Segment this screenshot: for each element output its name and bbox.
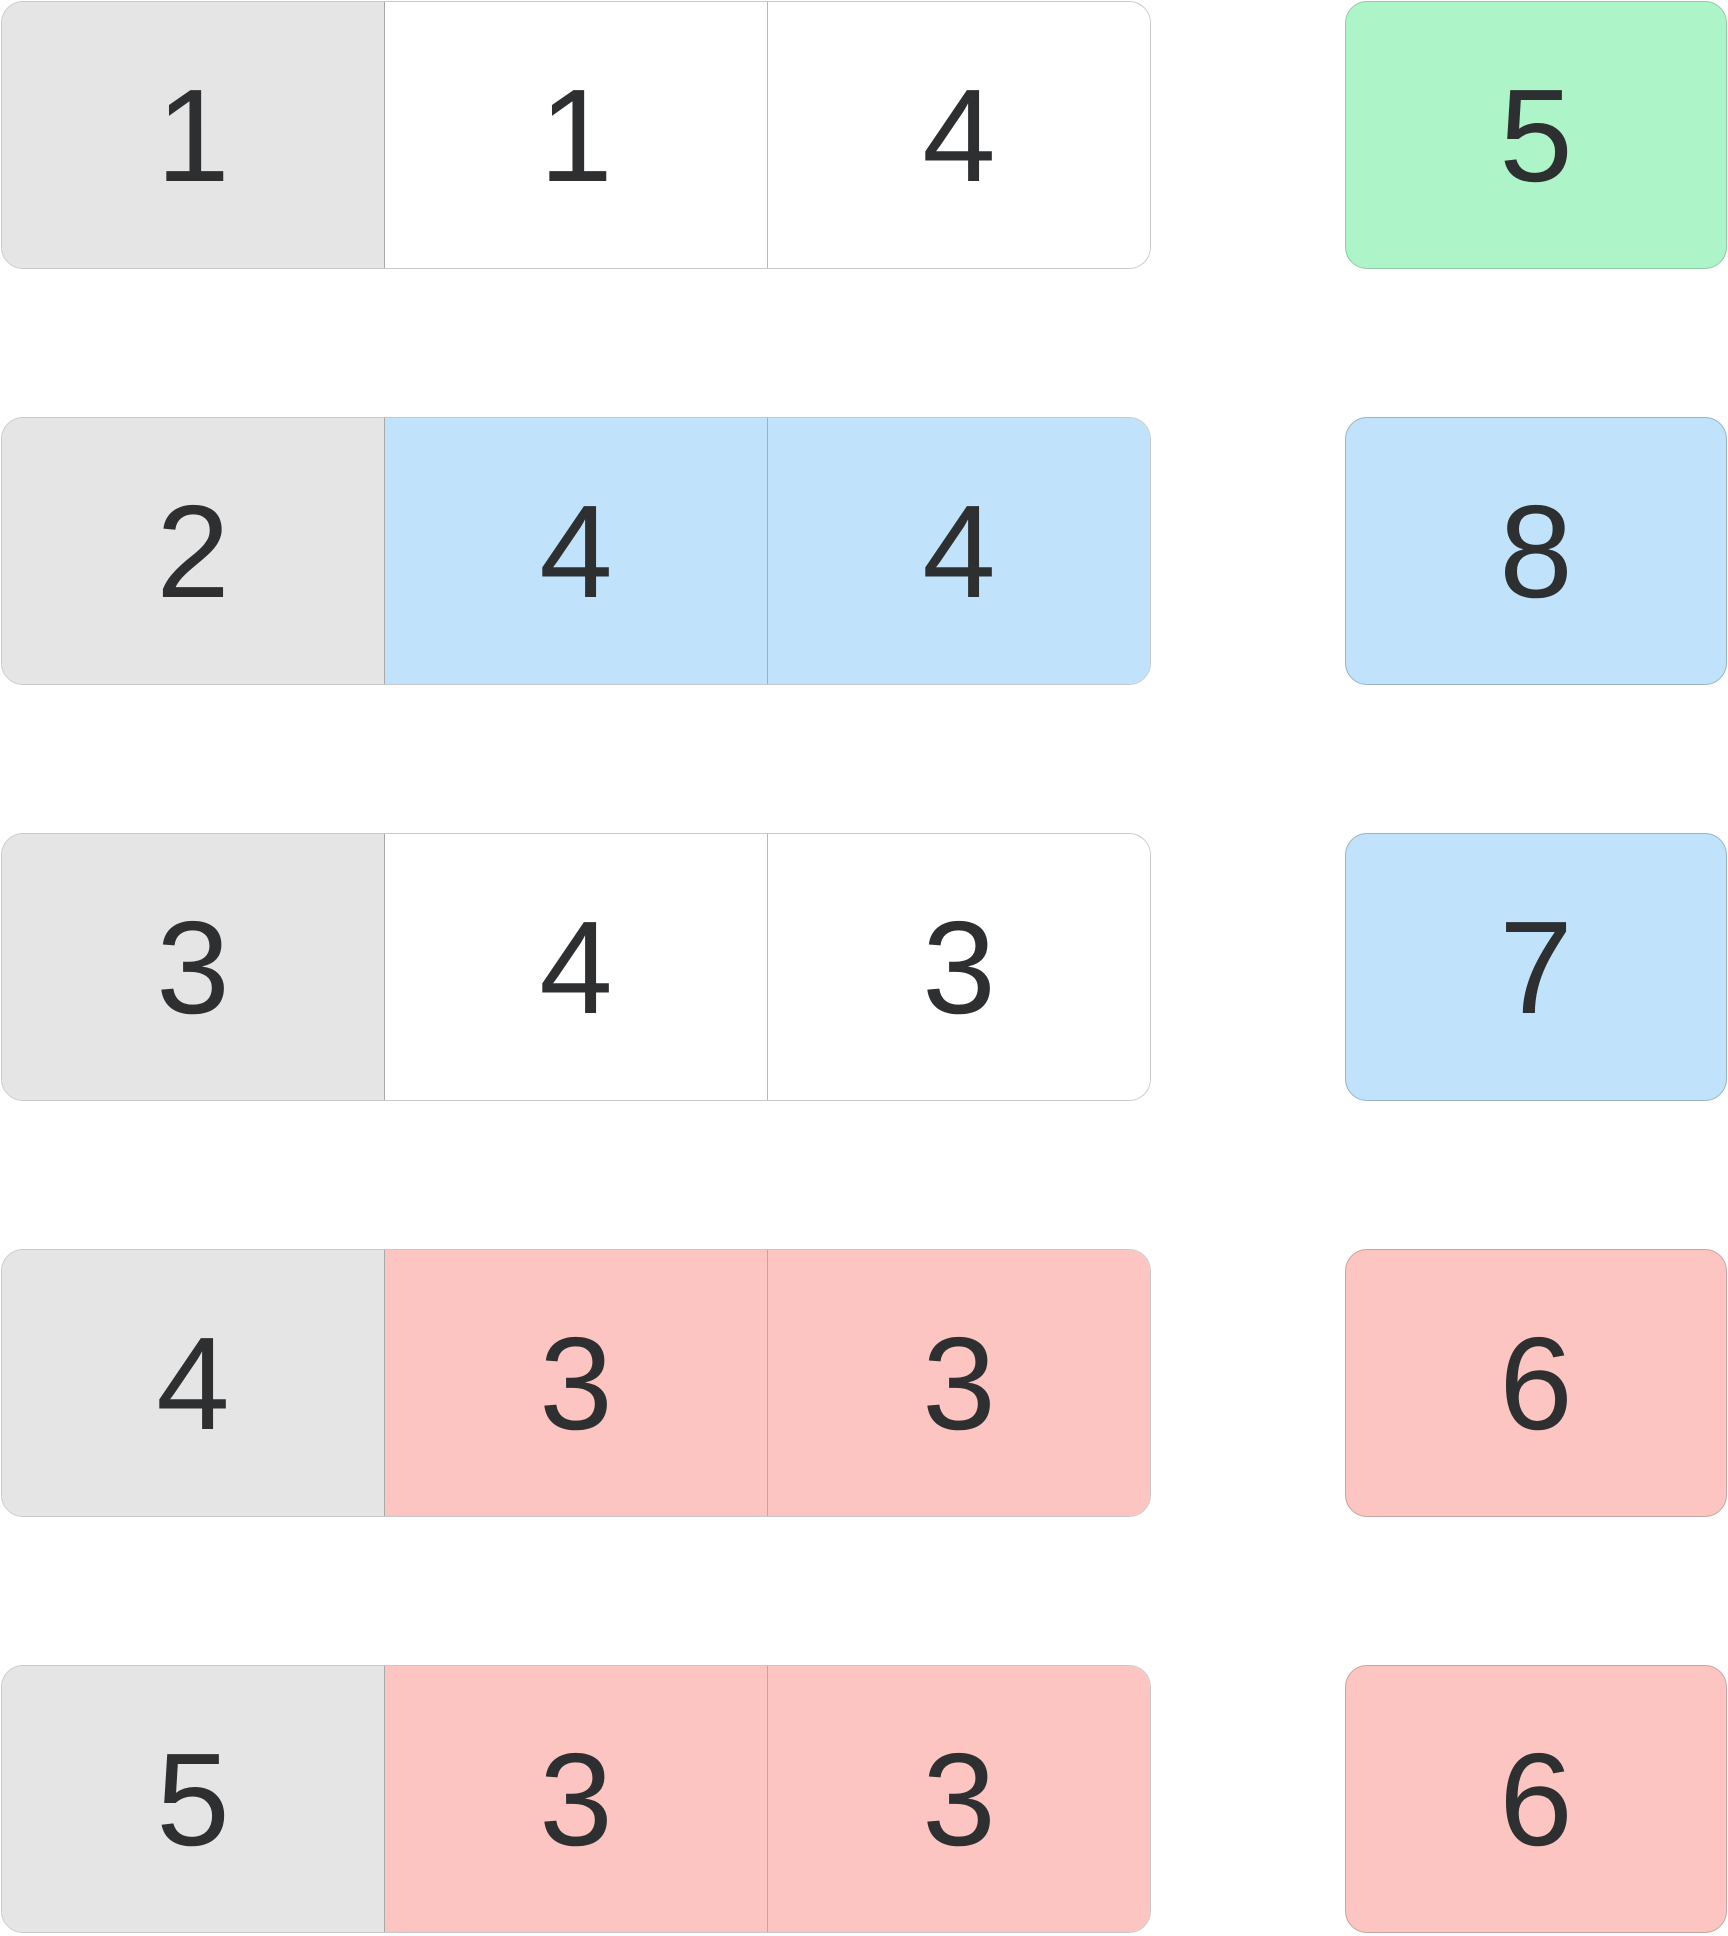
operand-tile-a[interactable]: 4 xyxy=(384,834,767,1100)
tile-group-4 xyxy=(1,1249,1151,1517)
equation-row-1 xyxy=(0,0,1728,270)
operand-tile-b[interactable]: 3 xyxy=(767,1250,1150,1516)
operand-tile-b[interactable]: 3 xyxy=(767,1666,1150,1932)
equation-row-2 xyxy=(0,416,1728,686)
row-index-tile: 3 xyxy=(2,834,384,1100)
operand-tile-a[interactable]: 4 xyxy=(384,418,767,684)
tile-group-3 xyxy=(1,833,1151,1101)
result-tile-1[interactable]: 5 xyxy=(1345,1,1727,269)
tile-group-5 xyxy=(1,1665,1151,1933)
operand-tile-a[interactable]: 1 xyxy=(384,2,767,268)
tile-group-1 xyxy=(1,1,1151,269)
equation-row-3 xyxy=(0,832,1728,1102)
operand-tile-a[interactable]: 3 xyxy=(384,1250,767,1516)
equation-row-4 xyxy=(0,1248,1728,1518)
result-tile-5[interactable]: 6 xyxy=(1345,1665,1727,1933)
row-index-tile: 1 xyxy=(2,2,384,268)
result-tile-2[interactable]: 8 xyxy=(1345,417,1727,685)
row-index-tile: 5 xyxy=(2,1666,384,1932)
result-tile-3[interactable]: 7 xyxy=(1345,833,1727,1101)
operand-tile-b[interactable]: 3 xyxy=(767,834,1150,1100)
operand-tile-b[interactable]: 4 xyxy=(767,418,1150,684)
row-index-tile: 2 xyxy=(2,418,384,684)
operand-tile-b[interactable]: 4 xyxy=(767,2,1150,268)
equation-row-5 xyxy=(0,1664,1728,1934)
operand-tile-a[interactable]: 3 xyxy=(384,1666,767,1932)
tile-group-2 xyxy=(1,417,1151,685)
result-tile-4[interactable]: 6 xyxy=(1345,1249,1727,1517)
row-index-tile: 4 xyxy=(2,1250,384,1516)
